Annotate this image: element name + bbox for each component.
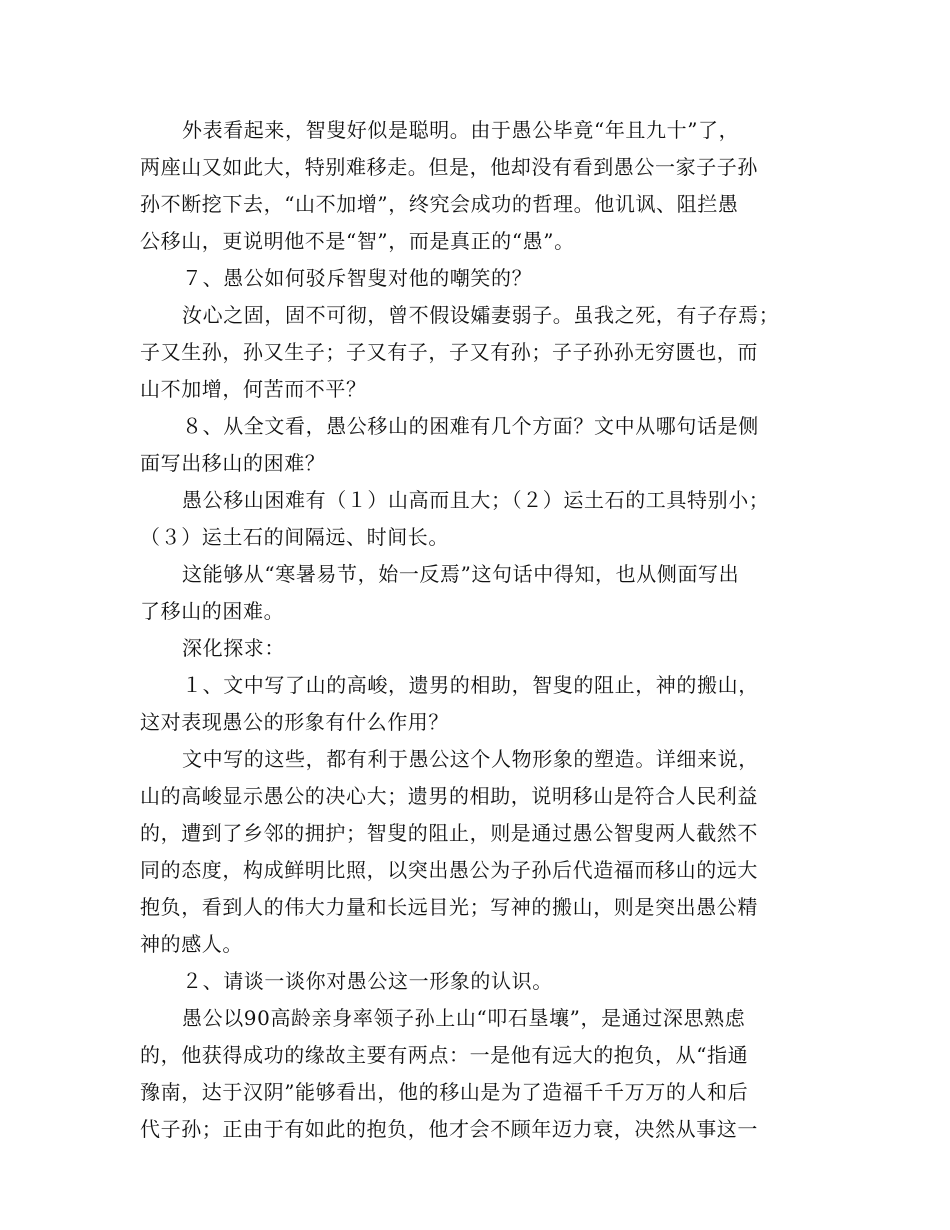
paragraph-line: 外表看起来，智叟好似是聪明。由于愚公毕竟“年且九十”了， — [182, 118, 740, 142]
paragraph-line: 愚公以90高龄亲身率领子孙上山“叩石垦壤”，是通过深思熟虑 — [182, 1006, 746, 1030]
paragraph-line: 同的态度，构成鲜明比照，以突出愚公为子孙后代造福而移山的远大 — [140, 858, 758, 882]
paragraph-line: （３）运土石的间隔远、时间长。 — [140, 525, 449, 549]
paragraph-line: 山不加增，何苦而不平？ — [140, 377, 367, 401]
question-heading: ８、从全文看，愚公移山的困难有几个方面？文中从哪句话是侧 — [182, 414, 759, 438]
paragraph-line: 了移山的困难。 — [140, 599, 285, 623]
paragraph-line: 这能够从“寒暑易节，始一反焉”这句话中得知，也从侧面写出 — [182, 562, 740, 586]
paragraph-line: 公移山，更说明他不是“智”，而是真正的“愚”。 — [140, 229, 575, 253]
paragraph-line: 的，遭到了乡邻的拥护；智叟的阻止，则是通过愚公智叟两人截然不 — [140, 821, 758, 845]
section-heading: 深化探求： — [182, 636, 285, 660]
question-heading: 面写出移山的困难？ — [140, 451, 326, 475]
paragraph-line: 的，他获得成功的缘故主要有两点：一是他有远大的抱负，从“指通 — [140, 1043, 749, 1067]
paragraph-line: 子又生孙，孙又生子；子又有子，子又有孙；子子孙孙无穷匮也，而 — [140, 340, 758, 364]
paragraph-line: 代子孙；正由于有如此的抱负，他才会不顾年迈力衰，决然从事这一 — [140, 1117, 758, 1141]
paragraph-line: 两座山又如此大，特别难移走。但是，他却没有看到愚公一家子子孙 — [140, 155, 758, 179]
question-heading: １、文中写了山的高峻，遗男的相助，智叟的阻止，神的搬山， — [182, 673, 759, 697]
paragraph-line: 山的高峻显示愚公的决心大；遗男的相助，说明移山是符合人民利益 — [140, 784, 758, 808]
document-body — [140, 112, 830, 1148]
paragraph-line: 豫南，达于汉阴”能够看出，他的移山是为了造福千千万万的人和后 — [140, 1080, 749, 1104]
question-heading: 这对表现愚公的形象有什么作用？ — [140, 710, 449, 734]
paragraph-line: 抱负，看到人的伟大力量和长远目光；写神的搬山，则是突出愚公精 — [140, 895, 758, 919]
paragraph-line: 神的感人。 — [140, 932, 243, 956]
paragraph-line: 孙不断挖下去，“山不加增”，终究会成功的哲理。他讥讽、阻拦愚 — [140, 192, 739, 216]
paragraph-line: 文中写的这些，都有利于愚公这个人物形象的塑造。详细来说， — [182, 747, 759, 771]
paragraph-line: 愚公移山困难有（１）山高而且大；（２）运土石的工具特别小； — [182, 488, 770, 512]
question-heading: ７、愚公如何驳斥智叟对他的嘲笑的？ — [182, 266, 533, 290]
question-heading: ２、请谈一谈你对愚公这一形象的认识。 — [182, 969, 553, 993]
paragraph-line: 汝心之固，固不可彻，曾不假设孀妻弱子。虽我之死，有子存焉； — [182, 303, 780, 327]
